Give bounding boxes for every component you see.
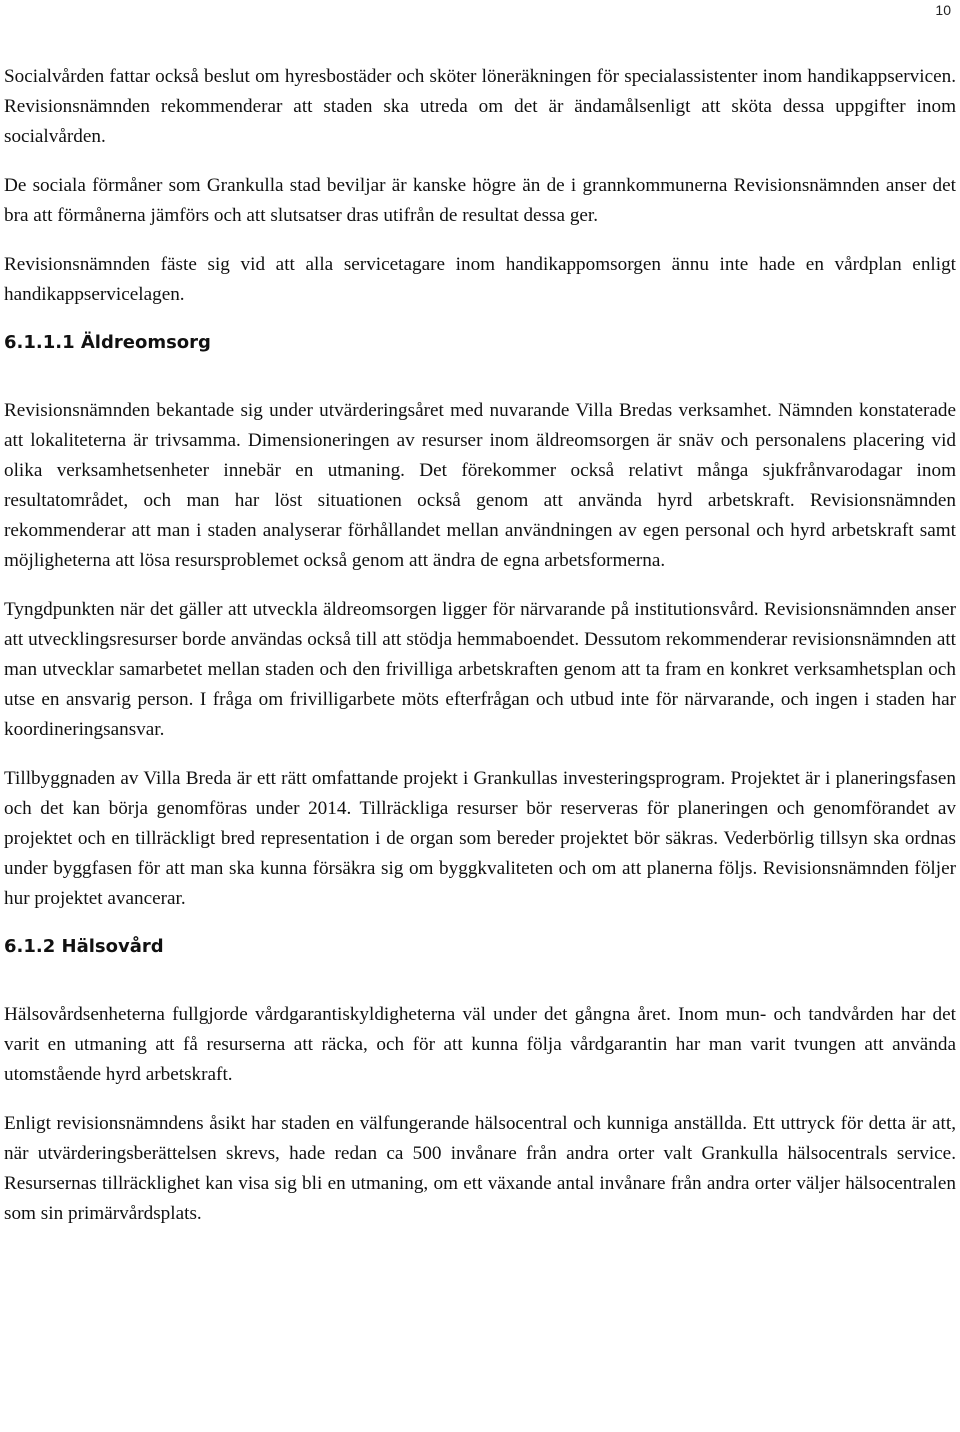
paragraph-care-guarantee: Hälsovårdsenheterna fullgjorde vårdgarantiskyldigheterna väl under det gångna året. Inom mun- och tandvården har det varit en utmaning att få resurserna att räcka, och för att kunna följa vårdgarantin har man varit tvungen att använda utomstående hyrd arbetskraft. [4,1004,956,1085]
section-heading-halsovard: 6.1.2 Hälsovård [4,936,164,957]
paragraph-health-centre: Enligt revisionsnämndens åsikt har staden en välfungerande hälsocentral och kunniga anställda. Ett uttryck för detta är att, när utvärderingsberättelsen skrevs, hade redan ca 500 invånare från andra orter valt Grankulla hälsocentrals service. Resursernas tillräcklighet kan visa sig bli en utmaning, om ett växande antal invånare från andra orter väljer hälsocentralen som sin primärvårdsplats. [4,1113,956,1224]
paragraph-villa-breda-extension: Tillbyggnaden av Villa Breda är ett rätt omfattande projekt i Grankullas investeringsprogram. Projektet är i planeringsfasen och det kan börja genomföras under 2014. Tillräckliga resurser bör reserveras för planeringen och genomförandet av projektet och en tillräckligt bred representation i de organ som bereder projektet bör säkras. Vederbörlig tillsyn ska ordnas under byggfasen för att man ska kunna försäkra sig om byggkvaliteten och om att planerna följs. Revisionsnämnden följer hur projektet avancerar. [4,768,956,909]
paragraph-care-plan: Revisionsnämnden fäste sig vid att alla servicetagare inom handikappomsorgen ännu inte hade en vårdplan enligt handikappservicelagen. [4,254,956,305]
section-heading-aldreomsorg: 6.1.1.1 Äldreomsorg [4,332,211,353]
paragraph-villa-breda-operations: Revisionsnämnden bekantade sig under utvärderingsåret med nuvarande Villa Bredas verksamhet. Nämnden konstaterade att lokaliteterna är trivsamma. Dimensioneringen av resurser inom äldreomsorgen är snäv och personalens placering vid olika verksamhetsenheter innebär en utmaning. Det förekommer också relativt många sjukfrånvarodagar inom resultatområdet, och man har löst situationen också genom att använda hyrd arbetskraft. Revisionsnämnden rekommenderar att man i staden analyserar förhållandet mellan användningen av egen personal och hyrd arbetskraft samt möjligheterna att lösa resursproblemet också genom att ändra de egna arbetsformerna. [4,400,956,571]
paragraph-elderly-care-focus: Tyngdpunkten när det gäller att utveckla äldreomsorgen ligger för närvarande på institutionsvård. Revisionsnämnden anser att utvecklingsresurser borde användas också till att stödja hemmaboendet. Dessutom rekommenderar revisionsnämnden att man utvecklar samarbetet mellan staden och den frivilliga arbetskraften genom att ta fram en konkret verksamhetsplan och utse en ansvarig person. I fråga om frivilligarbete möts efterfrågan och utbud inte för närvarande, och ingen i staden har koordineringsansvar. [4,599,956,740]
paragraph-social-housing: Socialvården fattar också beslut om hyresbostäder och sköter löneräkningen för specialassistenter inom handikappservicen. Revisionsnämnden rekommenderar att staden ska utreda om det är ändamålsenligt att sköta dessa uppgifter inom socialvården. [4,66,956,147]
page-number: 10 [935,2,951,18]
paragraph-social-benefits: De sociala förmåner som Grankulla stad beviljar är kanske högre än de i grannkommunerna Revisionsnämnden anser det bra att förmånerna jämförs och att slutsatser dras utifrån de resultat dessa ger. [4,175,956,226]
document-body [4,62,956,1248]
